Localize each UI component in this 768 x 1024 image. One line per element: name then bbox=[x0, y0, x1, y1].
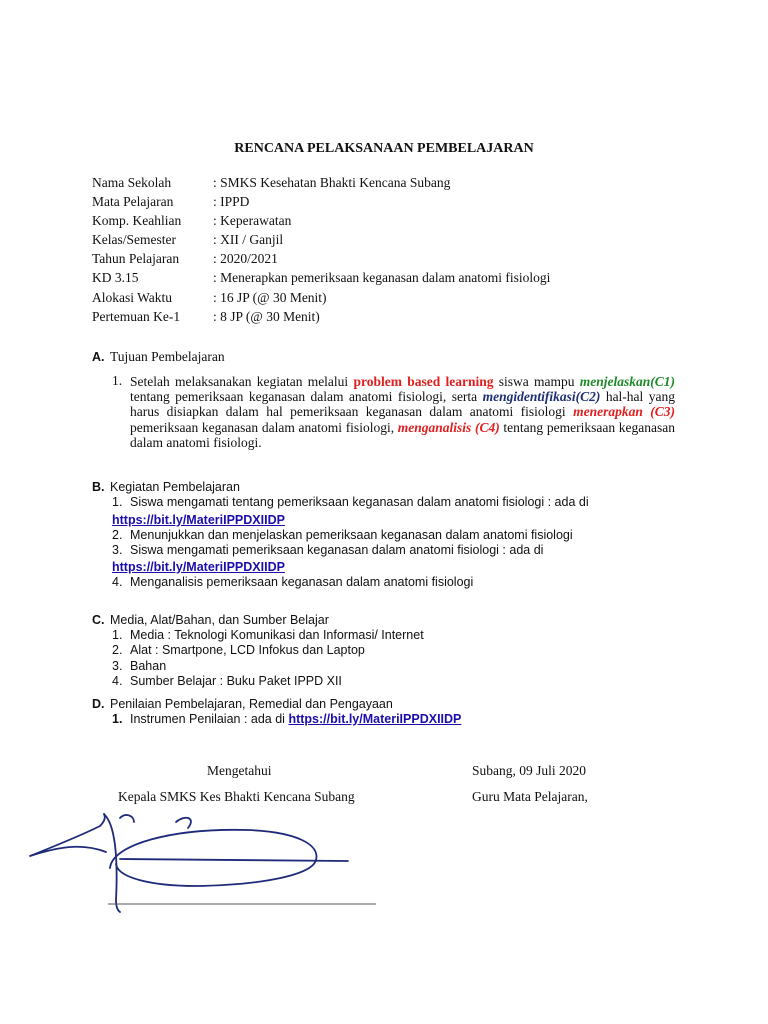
principal-role: Kepala SMKS Kes Bhakti Kencana Subang bbox=[118, 789, 355, 804]
list-item-text: Siswa mengamati pemeriksaan keganasan dalam anatomi fisiologi : ada di bbox=[130, 543, 544, 557]
list-item-text: Media : Teknologi Komunikasi dan Informasi/ Internet bbox=[130, 628, 424, 642]
list-item-number: 2. bbox=[112, 643, 123, 657]
identity-label: Tahun Pelajaran bbox=[92, 251, 180, 266]
identity-value: : Keperawatan bbox=[213, 213, 292, 228]
para-segment: tentang pemeriksaan keganasan dalam anatomi fisiologi. bbox=[130, 419, 675, 450]
identity-label: Komp. Keahlian bbox=[92, 213, 182, 228]
section-a-heading: Tujuan Pembelajaran bbox=[110, 349, 225, 364]
list-item-text: Bahan bbox=[130, 659, 167, 673]
para-segment: tentang pemeriksaan keganasan dalam anatomi fisiologi, serta bbox=[130, 389, 483, 405]
identity-label: Alokasi Waktu bbox=[92, 290, 173, 305]
identity-value: : XII / Ganjil bbox=[213, 232, 284, 247]
section-b-letter: B. bbox=[92, 480, 105, 494]
list-item-number: 3. bbox=[112, 659, 123, 673]
section-c-heading: Media, Alat/Bahan, dan Sumber Belajar bbox=[110, 613, 329, 627]
list-item-text: Menunjukkan dan menjelaskan pemeriksaan keganasan dalam anatomi fisiologi bbox=[130, 528, 573, 542]
section-d-heading: Penilaian Pembelajaran, Remedial dan Pengayaan bbox=[110, 697, 393, 711]
emphasis-c3: menerapkan (C3) bbox=[573, 404, 676, 420]
emphasis-c4: menganalisis (C4) bbox=[397, 419, 500, 435]
materi-link[interactable]: https://bit.ly/MateriIPPDXIIDP bbox=[112, 560, 285, 574]
section-a-item-number: 1. bbox=[112, 373, 123, 388]
list-item-text: Menganalisis pemeriksaan keganasan dalam anatomi fisiologi bbox=[130, 575, 474, 589]
section-c-letter: C. bbox=[92, 613, 105, 627]
list-item-number: 2. bbox=[112, 528, 123, 542]
section-d-letter: D. bbox=[92, 697, 105, 711]
acknowledged-label: Mengetahui bbox=[207, 763, 272, 778]
list-item-number: 4. bbox=[112, 674, 123, 688]
list-item-text: Siswa mengamati tentang pemeriksaan keganasan dalam anatomi fisiologi : ada di bbox=[130, 495, 589, 509]
materi-link[interactable]: https://bit.ly/MateriIPPDXIIDP bbox=[112, 513, 285, 527]
place-date: Subang, 09 Juli 2020 bbox=[472, 763, 587, 778]
identity-value: : IPPD bbox=[213, 194, 250, 209]
identity-value: : 8 JP (@ 30 Menit) bbox=[213, 309, 320, 324]
identity-value: : Menerapkan pemeriksaan keganasan dalam anatomi fisiologi bbox=[213, 270, 551, 285]
para-segment: pemeriksaan keganasan dalam anatomi fisiologi, bbox=[130, 419, 398, 435]
identity-value: : 16 JP (@ 30 Menit) bbox=[213, 290, 327, 305]
materi-link[interactable]: https://bit.ly/MateriIPPDXIIDP bbox=[288, 712, 462, 726]
identity-label: KD 3.15 bbox=[92, 270, 139, 285]
list-item-number: 1. bbox=[112, 495, 123, 509]
emphasis-c1: menjelaskan(C1) bbox=[579, 374, 675, 389]
para-segment: hal-hal yang harus disiapkan dalam hal pemeriksaan keganasan dalam anatomi fisiologi bbox=[130, 389, 675, 420]
emphasis-c2: mengidentifikasi(C2) bbox=[482, 389, 601, 405]
identity-label: Mata Pelajaran bbox=[92, 194, 174, 209]
teacher-role: Guru Mata Pelajaran, bbox=[472, 789, 588, 804]
list-item-number: 1. bbox=[112, 628, 123, 642]
section-a-letter: A. bbox=[92, 350, 105, 364]
emphasis-problem-based-learning: problem based learning bbox=[353, 374, 494, 389]
document-title: RENCANA PELAKSANAAN PEMBELAJARAN bbox=[234, 141, 534, 156]
para-segment: Setelah melaksanakan kegiatan melalui bbox=[130, 374, 354, 389]
identity-label: Kelas/Semester bbox=[92, 232, 176, 247]
identity-value: : 2020/2021 bbox=[213, 251, 278, 266]
list-item-text: Alat : Smartpone, LCD Infokus dan Laptop bbox=[130, 643, 365, 657]
list-item-text: Sumber Belajar : Buku Paket IPPD XII bbox=[130, 674, 342, 688]
list-item-number: 4. bbox=[112, 575, 123, 589]
list-item-number: 3. bbox=[112, 543, 123, 557]
para-segment: siswa mampu bbox=[493, 374, 580, 389]
identity-value: : SMKS Kesehatan Bhakti Kencana Subang bbox=[213, 175, 451, 190]
list-item-number: 1. bbox=[112, 712, 123, 726]
identity-label: Nama Sekolah bbox=[92, 175, 172, 190]
list-item-text: Instrumen Penilaian : ada di bbox=[130, 712, 289, 726]
identity-label: Pertemuan Ke-1 bbox=[92, 309, 181, 324]
section-b-heading: Kegiatan Pembelajaran bbox=[110, 480, 240, 494]
